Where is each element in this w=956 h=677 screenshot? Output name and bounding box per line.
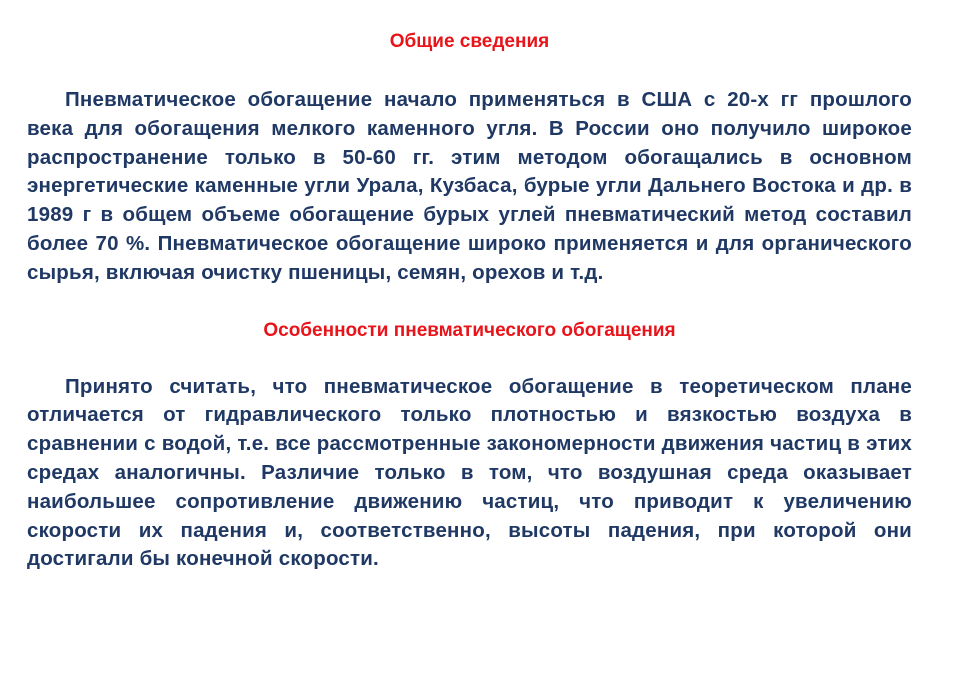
section-heading-pneumatic-features: Особенности пневматического обогащения — [263, 319, 676, 341]
section-paragraph-general-info: Пневматическое обогащение начало применяться в США с 20-х гг прошлого века для обогащения мелкого каменного угля. В России оно получило широкое распространение только в 50-60 гг. этим методом обогащались в основном энергетические каменные угли Урала, Кузбаса, бурые угли Дальнего Востока и др. в 1989 г в общем объеме обогащение бурых углей пневматический метод составил более 70 %. Пневматическое обогащение широко применяется и для органического сырья, включая очистку пшеницы, семян, орехов и т.д. — [27, 88, 912, 284]
section-paragraph-pneumatic-features: Принято считать, что пневматическое обогащение в теоретическом плане отличается от гидравлического только плотностью и вязкостью воздуха в сравнении с водой, т.е. все рассмотренные закономерности движения частиц в этих средах аналогичны. Различие только в том, что воздушная среда оказывает наибольшее сопротивление движению частиц, что приводит к увеличению скорости их падения и, соответственно, высоты падения, при которой они достигали бы конечной скорости. — [27, 374, 912, 571]
section-heading-general-info: Общие сведения — [389, 31, 550, 52]
